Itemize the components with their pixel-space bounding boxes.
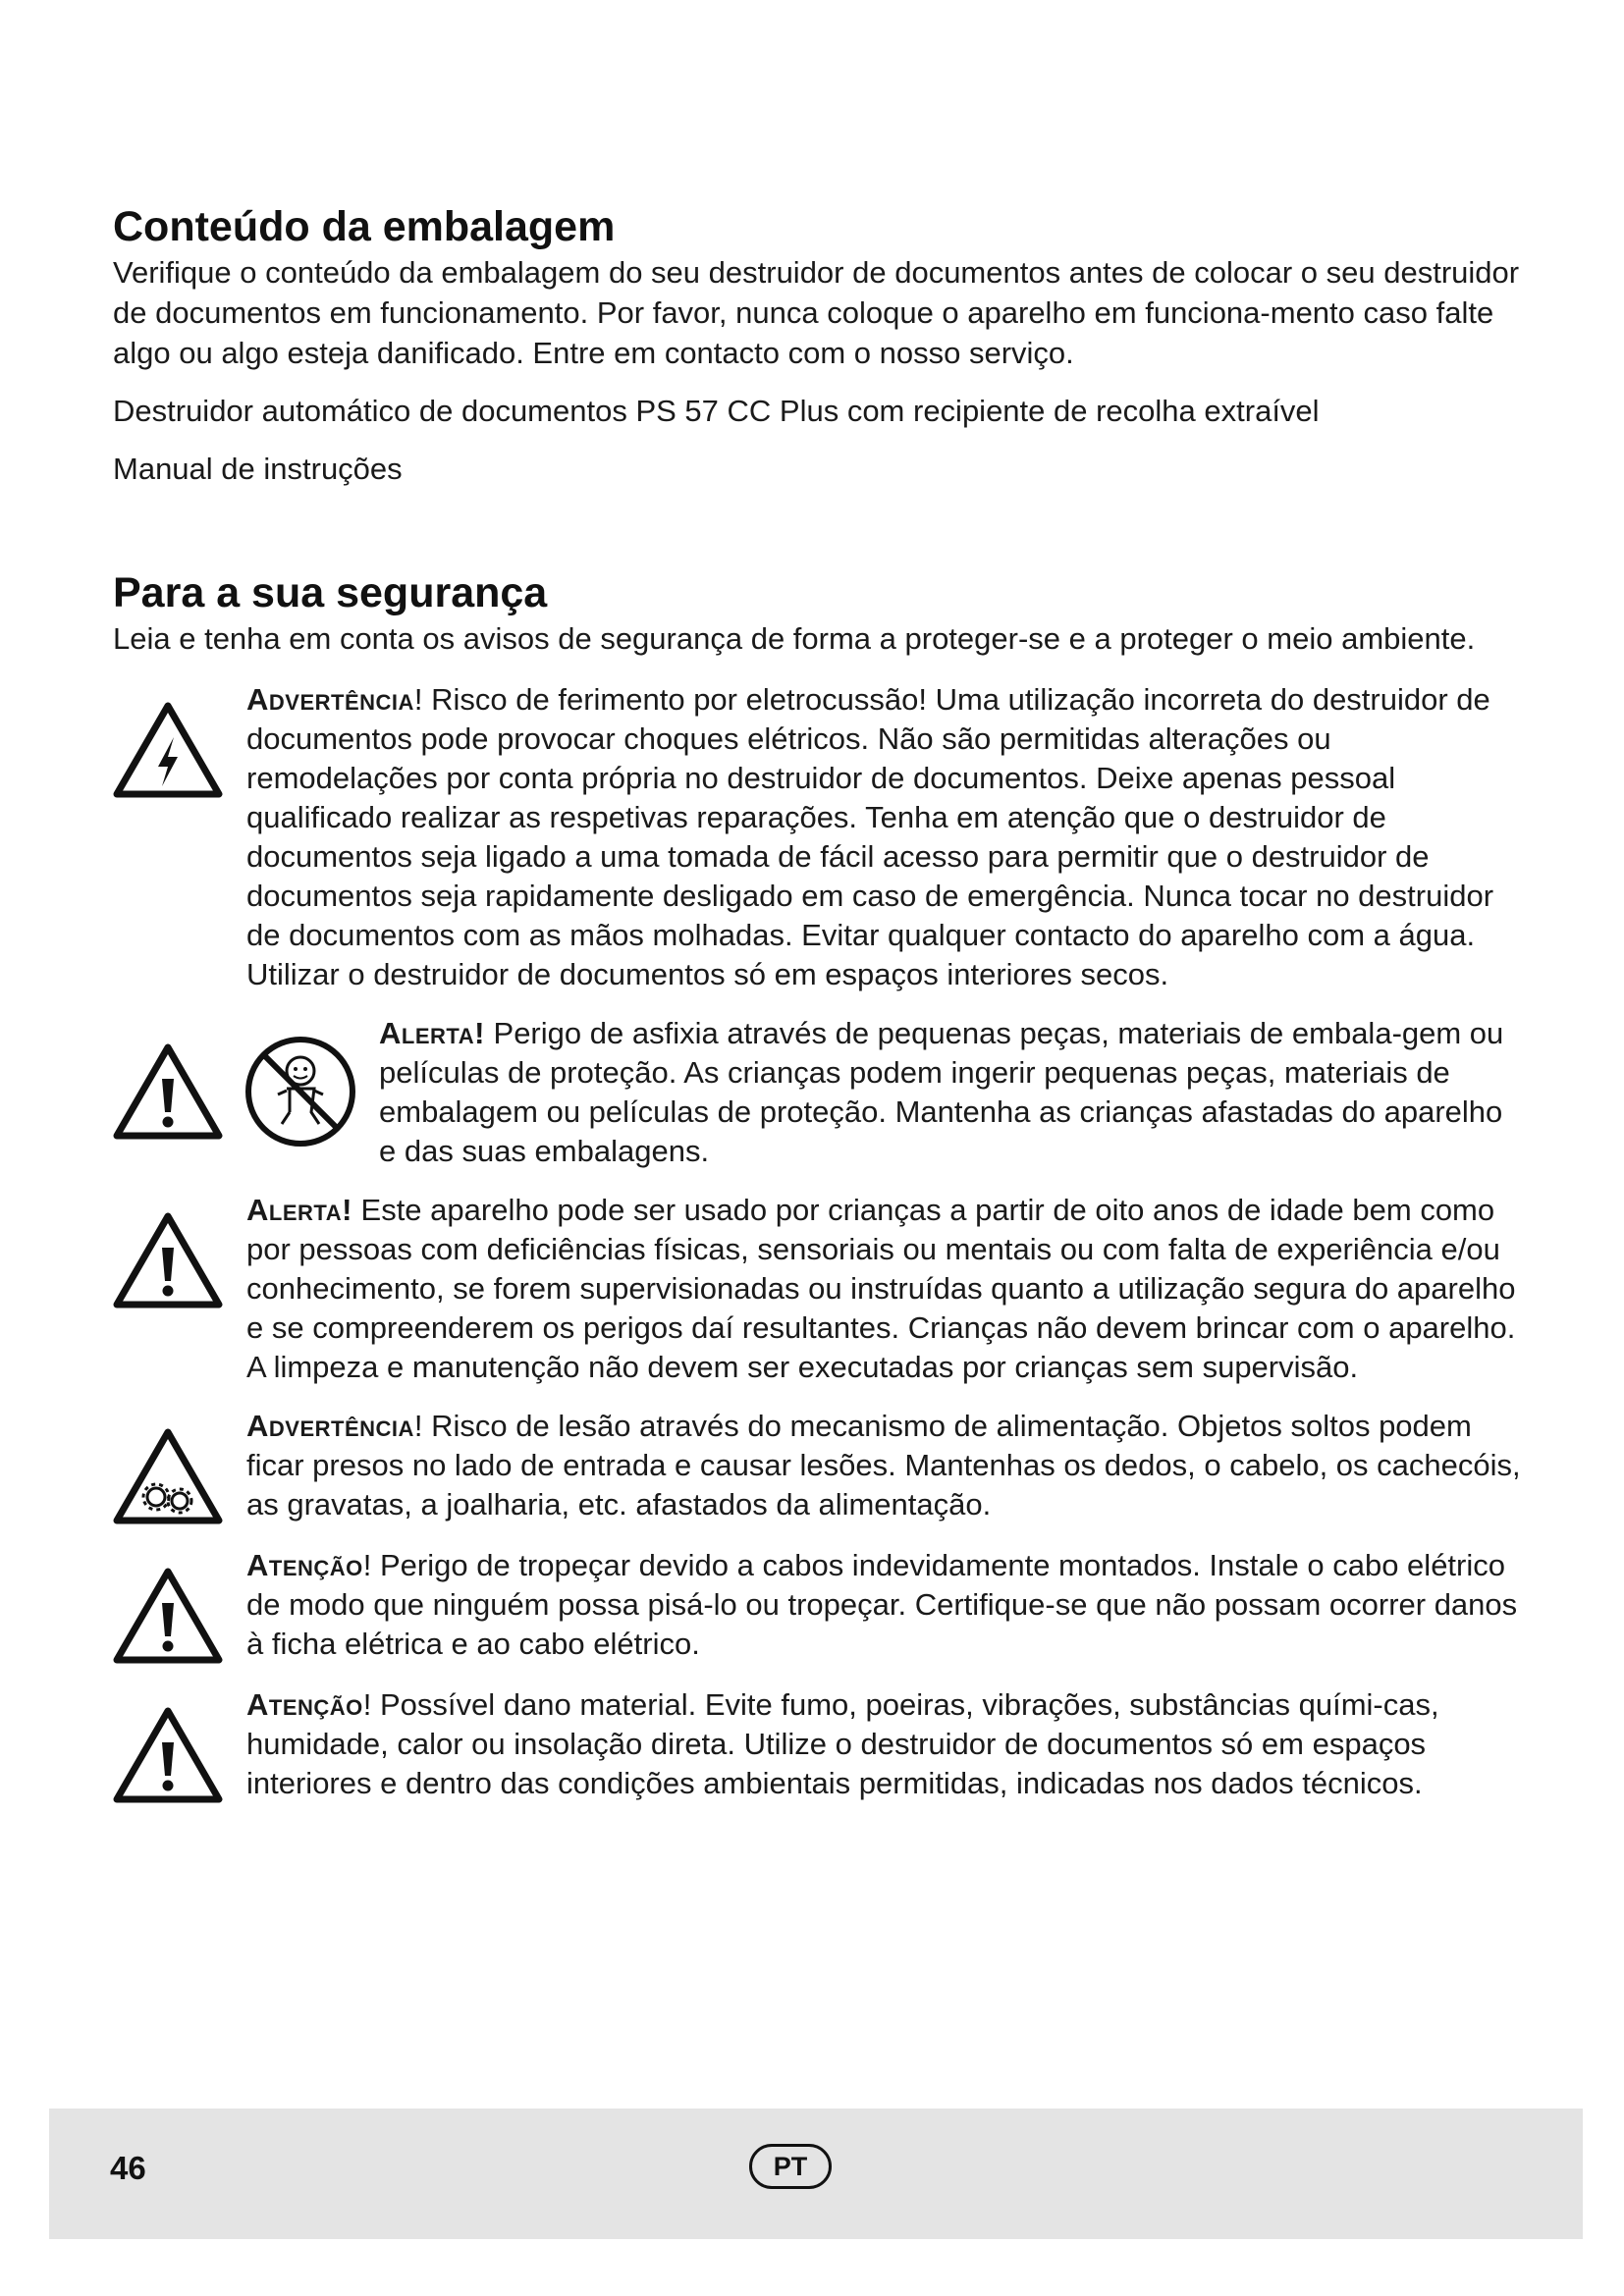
warning-text: Atenção! Possível dano material. Evite fumo, poeiras, vibrações, substâncias quími-cas, humidade, calor ou insolação direta. Utilize o destruidor de documentos só em espaços interiores e dentro das condições ambientais permitidas, indicadas nos dados técnicos.: [246, 1687, 1439, 1800]
warning-item: [113, 680, 1527, 994]
warning-label: Advertência: [246, 682, 414, 717]
warning-label: Atenção: [246, 1548, 363, 1582]
warning-label: Alerta!: [379, 1016, 485, 1050]
warning-text: Atenção! Perigo de tropeçar devido a cabos indevidamente montados. Instale o cabo elétrico de modo que ninguém possa pisá-lo ou tropeçar. Certifique-se que não possam ocorrer danos à ficha elétrica e ao cabo elétrico.: [246, 1548, 1518, 1661]
warning-text: Alerta! Este aparelho pode ser usado por crianças a partir de oito anos de idade bem como por pessoas com deficiências físicas, sensoriais ou mentais ou com falta de experiência e/ou conhecimento, se forem supervisionadas ou instruídas quanto a utilização segura do aparelho e se compreenderem os perigos daí resultantes. Crianças não devem brincar com o aparelho. A limpeza e manutenção não devem ser executadas por crianças sem supervisão.: [246, 1193, 1516, 1384]
language-badge: PT: [749, 2144, 832, 2189]
exclamation-warning-icon: [113, 1566, 223, 1666]
warning-item: [113, 1685, 1527, 1805]
warning-text: Alerta! Perigo de asfixia através de pequenas peças, materiais de embala-gem ou películas de proteção. As crianças podem ingerir pequenas peças, materiais de embalagem ou películas de proteção. Mantenha as crianças afastadas do aparelho e das suas embalagens.: [379, 1016, 1504, 1168]
gear-warning-icon: [113, 1426, 223, 1526]
exclamation-warning-icon: [113, 1705, 223, 1805]
warning-text: Advertência! Risco de ferimento por eletrocussão! Uma utilização incorreta do destruidor de documentos pode provocar choques elétricos. Não são permitidas alterações ou remodelações por conta própria no destruidor de documentos. Deixe apenas pessoal qualificado realizar as respetivas reparações. Tenha em atenção que o destruidor de documentos seja ligado a uma tomada de fácil acesso para permitir que o destruidor de documentos seja rapidamente desligado em caso de emergência. Nunca tocar no destruidor de documentos com as mãos molhadas. Evitar qualquer contacto do aparelho com a água. Utilizar o destruidor de documentos só em espaços interiores secos.: [246, 682, 1494, 991]
warning-label: Alerta!: [246, 1193, 352, 1227]
package-item: Destruidor automático de documentos PS 57 CC Plus com recipiente de recolha extraível: [113, 394, 1320, 428]
section-title-package-contents: Conteúdo da embalagem: [113, 203, 616, 250]
exclamation-warning-icon: [113, 1041, 223, 1142]
warning-item: [113, 1546, 1527, 1666]
package-item: Manual de instruções: [113, 452, 403, 486]
warning-item: [113, 1407, 1527, 1526]
warning-item: [113, 1014, 1527, 1171]
electric-warning-icon: [113, 700, 223, 800]
page-number: 46: [110, 2150, 146, 2186]
section-title-safety: Para a sua segurança: [113, 569, 548, 616]
page-footer: [49, 2109, 1583, 2239]
warning-label: Atenção: [246, 1687, 363, 1722]
warning-label: Advertência: [246, 1409, 414, 1443]
warning-text: Advertência! Risco de lesão através do mecanismo de alimentação. Objetos soltos podem ficar presos no lado de entrada e causar lesões. Mantenhas os dedos, o cabelo, os cachecóis, as gravatas, a joalharia, etc. afastados da alimentação.: [246, 1409, 1521, 1522]
page-content: [113, 201, 1527, 1825]
exclamation-warning-icon: [113, 1210, 223, 1310]
package-contents-intro: Verifique o conteúdo da embalagem do seu destruidor de documentos antes de colocar o seu destruidor de documentos em funcionamento. Por favor, nunca coloque o aparelho em funciona-mento caso falte algo ou algo esteja danificado. Entre em contacto com o nosso serviço.: [113, 255, 1520, 370]
no-children-icon: [243, 1034, 358, 1149]
safety-intro: Leia e tenha em conta os avisos de segurança de forma a proteger-se e a proteger o meio ambiente.: [113, 621, 1476, 656]
warning-item: [113, 1191, 1527, 1387]
